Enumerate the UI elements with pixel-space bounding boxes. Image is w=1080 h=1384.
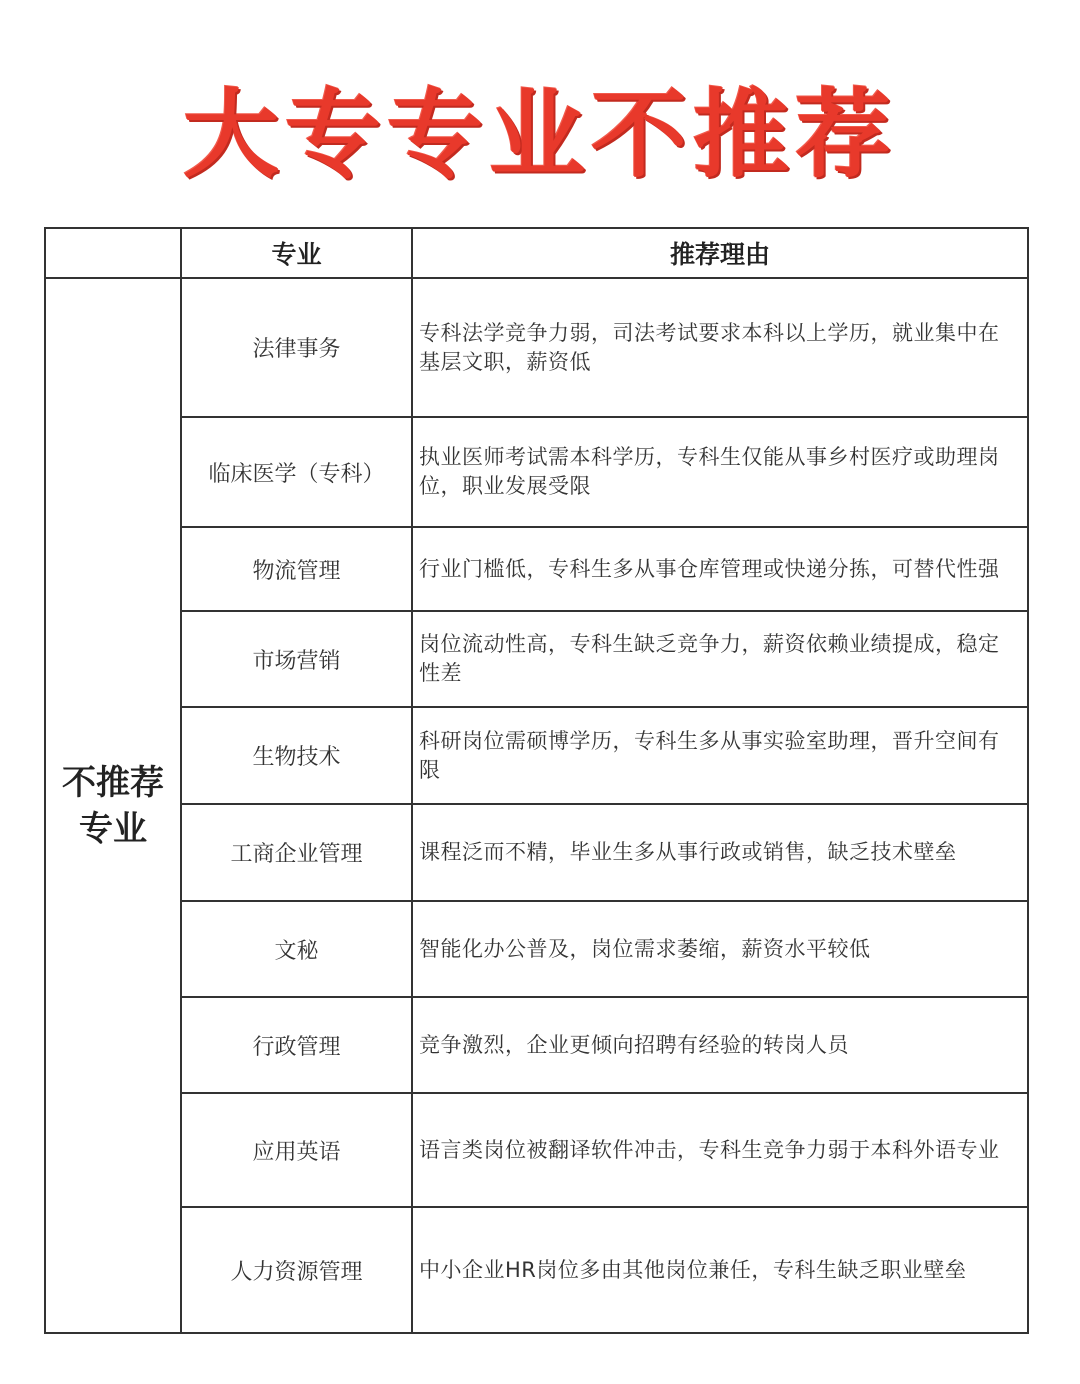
category-label-line2: 专业 bbox=[79, 808, 147, 849]
header-reason: 推荐理由 bbox=[412, 228, 1028, 278]
reason-cell: 竞争激烈，企业更倾向招聘有经验的转岗人员 bbox=[412, 997, 1028, 1093]
reason-cell: 行业门槛低，专科生多从事仓库管理或快递分拣，可替代性强 bbox=[412, 527, 1028, 611]
table-row bbox=[45, 1093, 1028, 1207]
major-cell: 应用英语 bbox=[181, 1093, 412, 1207]
table-row bbox=[45, 278, 1028, 417]
major-cell: 法律事务 bbox=[181, 278, 412, 417]
table-row bbox=[45, 804, 1028, 901]
major-cell: 临床医学（专科） bbox=[181, 417, 412, 527]
header-blank-cell bbox=[45, 228, 181, 278]
category-label-line1: 不推荐 bbox=[62, 762, 164, 803]
major-cell: 人力资源管理 bbox=[181, 1207, 412, 1333]
table-row bbox=[45, 527, 1028, 611]
reason-cell: 智能化办公普及，岗位需求萎缩，薪资水平较低 bbox=[412, 901, 1028, 997]
table-row bbox=[45, 997, 1028, 1093]
page-title: 大专专业不推荐 bbox=[183, 79, 897, 191]
table-row bbox=[45, 707, 1028, 804]
table-header-row bbox=[45, 228, 1028, 278]
reason-cell: 课程泛而不精，毕业生多从事行政或销售，缺乏技术壁垒 bbox=[412, 804, 1028, 901]
reason-cell: 中小企业HR岗位多由其他岗位兼任，专科生缺乏职业壁垒 bbox=[412, 1207, 1028, 1333]
reason-cell: 语言类岗位被翻译软件冲击，专科生竞争力弱于本科外语专业 bbox=[412, 1093, 1028, 1207]
major-cell: 工商企业管理 bbox=[181, 804, 412, 901]
major-cell: 生物技术 bbox=[181, 707, 412, 804]
reason-cell: 执业医师考试需本科学历，专科生仅能从事乡村医疗或助理岗位，职业发展受限 bbox=[412, 417, 1028, 527]
table-row bbox=[45, 901, 1028, 997]
major-cell: 行政管理 bbox=[181, 997, 412, 1093]
reason-cell: 岗位流动性高，专科生缺乏竞争力，薪资依赖业绩提成，稳定性差 bbox=[412, 611, 1028, 707]
category-cell bbox=[45, 278, 181, 1333]
table-row bbox=[45, 611, 1028, 707]
majors-table bbox=[44, 227, 1029, 1334]
header-major: 专业 bbox=[181, 228, 412, 278]
table-row bbox=[45, 417, 1028, 527]
reason-cell: 科研岗位需硕博学历，专科生多从事实验室助理，晋升空间有限 bbox=[412, 707, 1028, 804]
major-cell: 物流管理 bbox=[181, 527, 412, 611]
major-cell: 市场营销 bbox=[181, 611, 412, 707]
major-cell: 文秘 bbox=[181, 901, 412, 997]
reason-cell: 专科法学竞争力弱，司法考试要求本科以上学历，就业集中在基层文职，薪资低 bbox=[412, 278, 1028, 417]
table-row bbox=[45, 1207, 1028, 1333]
